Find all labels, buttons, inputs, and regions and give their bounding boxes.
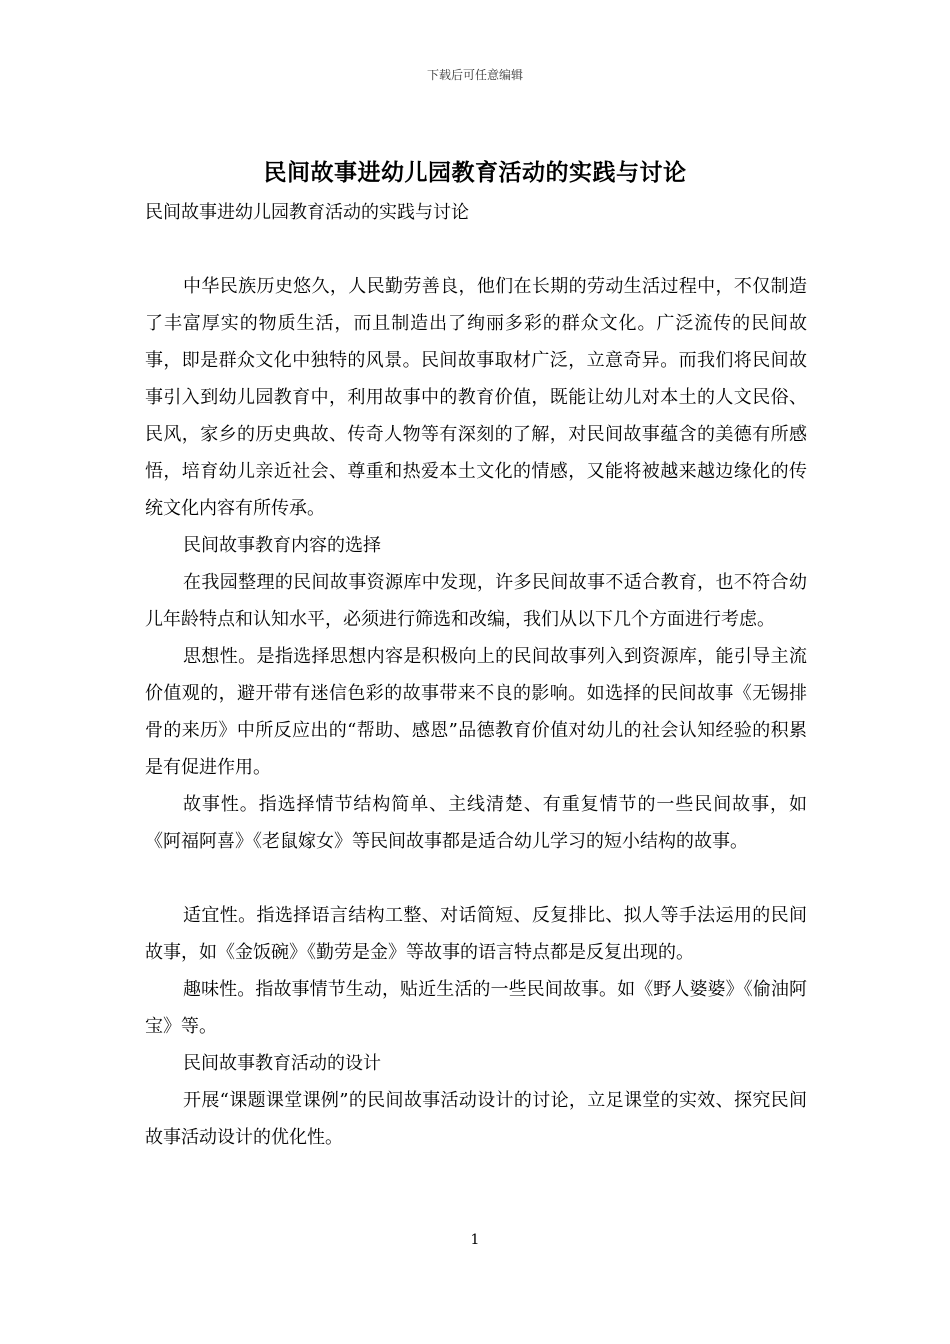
- section-heading-content-selection: 民间故事教育内容的选择: [183, 535, 381, 556]
- document-subtitle: 民间故事进幼儿园教育活动的实践与讨论: [145, 202, 469, 223]
- paragraph-selection: 在我园整理的民间故事资源库中发现，许多民间故事不适合教育，也不符合幼儿年龄特点和认知水平，必须进行筛选和改编，我们从以下几个方面进行考虑。: [145, 572, 807, 630]
- page-header: 下载后可任意编辑: [426, 68, 523, 82]
- paragraph-interest: 趣味性。指故事情节生动，贴近生活的一些民间故事。如《野人婆婆》《偷油阿宝》等。: [145, 979, 807, 1037]
- document-title: 民间故事进幼儿园教育活动的实践与讨论: [263, 159, 687, 186]
- paragraph-story: 故事性。指选择情节结构简单、主线清楚、有重复情节的一些民间故事，如《阿福阿喜》《老鼠嫁女》等民间故事都是适合幼儿学习的短小结构的故事。: [145, 794, 807, 852]
- paragraph-suitability: 适宜性。指选择语言结构工整、对话简短、反复排比、拟人等手法运用的民间故事，如《金饭碗》《勤劳是金》等故事的语言特点都是反复出现的。: [145, 905, 807, 963]
- paragraph-intro: 中华民族历史悠久，人民勤劳善良，他们在长期的劳动生活过程中，不仅制造了丰富厚实的物质生活，而且制造出了绚丽多彩的群众文化。广泛流传的民间故事，即是群众文化中独特的风景。民间故事取材广泛，立意奇异。而我们将民间故事引入到幼儿园教育中，利用故事中的教育价值，既能让幼儿对本土的人文民俗、民风，家乡的历史典故、传奇人物等有深刻的了解，对民间故事蕴含的美德有所感悟，培育幼儿亲近社会、尊重和热爱本土文化的情感，又能将被越来越边缘化的传统文化内容有所传承。: [145, 276, 807, 519]
- paragraph-design: 开展“课题课堂课例”的民间故事活动设计的讨论，立足课堂的实效、探究民间故事活动设计的优化性。: [145, 1090, 807, 1148]
- document-body: [145, 268, 807, 1156]
- page-number: 1: [470, 1232, 480, 1248]
- section-heading-activity-design: 民间故事教育活动的设计: [183, 1053, 381, 1074]
- paragraph-ideological: 思想性。是指选择思想内容是积极向上的民间故事列入到资源库，能引导主流价值观的，避开带有迷信色彩的故事带来不良的影响。如选择的民间故事《无锡排骨的来历》中所反应出的“帮助、感恩”品德教育价值对幼儿的社会认知经验的积累是有促进作用。: [145, 646, 807, 778]
